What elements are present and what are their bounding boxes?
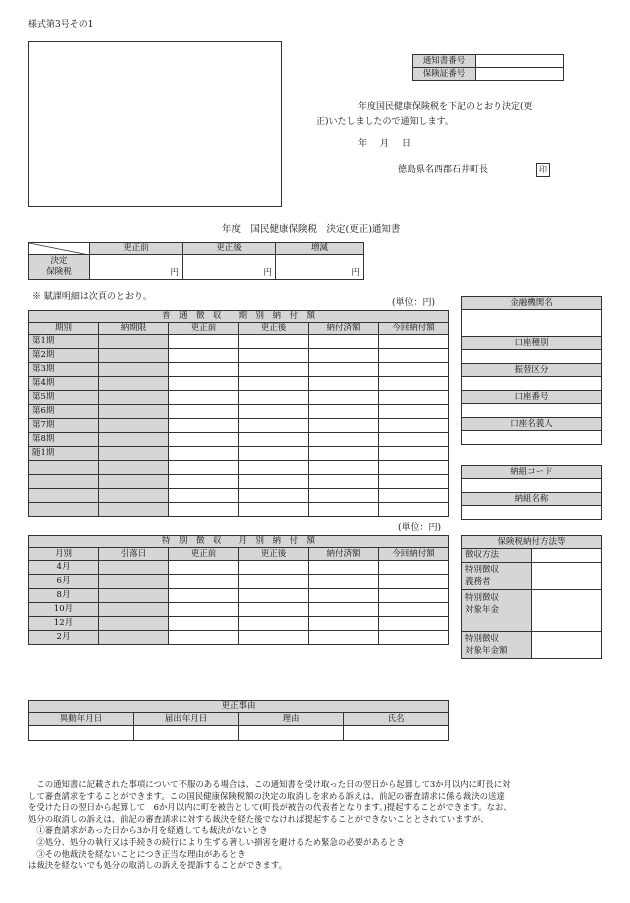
regular-value-cell (169, 363, 239, 377)
special-row (29, 561, 449, 575)
special-value-cell (239, 575, 309, 589)
special-value-cell (169, 617, 239, 631)
regular-period-cell: 第2期 (29, 349, 99, 363)
regular-value-cell (99, 363, 169, 377)
regular-value-cell (379, 433, 449, 447)
regular-value-cell (99, 391, 169, 405)
regular-value-cell (99, 405, 169, 419)
regular-value-cell (239, 489, 309, 503)
regular-value-cell (169, 447, 239, 461)
special-row (29, 617, 449, 631)
summary-table (28, 242, 364, 280)
assessment-note: ※ 賦課明細は次頁のとおり。 (32, 292, 152, 302)
regular-value-cell (379, 419, 449, 433)
regular-col-current: 今回納付額 (379, 323, 449, 335)
regular-value-cell (169, 335, 239, 349)
regular-value-cell (379, 363, 449, 377)
regular-col-period: 期別 (29, 323, 99, 335)
regular-col-due: 納期限 (99, 323, 169, 335)
special-value-cell (99, 589, 169, 603)
collection-method-label: 徴収方法 (462, 549, 532, 563)
special-value-cell (169, 561, 239, 575)
regular-value-cell (309, 405, 379, 419)
special-value-cell (309, 575, 379, 589)
legal-notice (28, 779, 512, 872)
regular-row (29, 335, 449, 349)
legal-line: ②処分、処分の執行又は手続きの続行により生ずる著しい損害を避けるため緊急の必要があるとき (28, 836, 405, 847)
group-name-label: 納組名称 (462, 493, 602, 506)
change-report-date-value (134, 726, 239, 741)
payment-method-title: 保険税納付方法等 (462, 536, 602, 549)
regular-value-cell (99, 503, 169, 517)
special-month-cell: 4月 (29, 561, 99, 575)
notice-date: 年 月 日 (358, 139, 414, 149)
regular-row (29, 461, 449, 475)
bank-account-number-label: 口座番号 (462, 391, 602, 404)
regular-value-cell (239, 461, 309, 475)
regular-value-cell (309, 349, 379, 363)
pension-label (462, 590, 532, 632)
regular-value-cell (239, 447, 309, 461)
summary-diagonal-cell (29, 243, 90, 255)
notice-number-value (476, 55, 564, 68)
obligor-value (532, 563, 602, 590)
regular-row (29, 405, 449, 419)
seal-mark: 印 (536, 163, 550, 177)
notice-number-label: 通知書番号 (413, 55, 476, 68)
regular-value-cell (379, 447, 449, 461)
diagonal-line (29, 243, 89, 255)
regular-value-cell (309, 335, 379, 349)
group-code-value (462, 479, 602, 493)
bank-account-holder-value (462, 431, 602, 445)
special-value-cell (309, 617, 379, 631)
regular-value-cell (379, 377, 449, 391)
regular-row (29, 447, 449, 461)
regular-value-cell (239, 433, 309, 447)
change-col-move-date: 異動年月日 (29, 713, 134, 726)
regular-period-cell (29, 503, 99, 517)
regular-value-cell (99, 475, 169, 489)
regular-value-cell (309, 433, 379, 447)
group-info-table (461, 465, 602, 520)
legal-line: して審査請求をすることができます。この国民健康保険税額の決定の取消しを求める訴えは、前記の審査請求に係る裁決の送達 (28, 790, 505, 801)
regular-value-cell (309, 503, 379, 517)
intro-line-1: 年度国民健康保険税を下記のとおり決定(更 (358, 102, 533, 112)
summary-row-label (29, 255, 90, 280)
regular-period-cell: 第4期 (29, 377, 99, 391)
regular-value-cell (309, 363, 379, 377)
regular-value-cell (379, 405, 449, 419)
issuer-name: 徳島県名西郡石井町長 (398, 165, 489, 175)
special-month-cell: 6月 (29, 575, 99, 589)
regular-period-cell: 第7期 (29, 419, 99, 433)
bank-account-number-value (462, 404, 602, 418)
regular-value-cell (99, 461, 169, 475)
regular-period-cell: 第3期 (29, 363, 99, 377)
special-col-paid: 納付済額 (309, 548, 379, 561)
special-value-cell (99, 617, 169, 631)
summary-row-label-1: 決定 (50, 256, 68, 266)
special-row (29, 631, 449, 645)
regular-col-before: 更正前 (169, 323, 239, 335)
special-row (29, 575, 449, 589)
special-unit-label: (単位：円) (398, 523, 442, 533)
legal-line: ①審査請求があった日から3か月を経過しても裁決がないとき (28, 825, 268, 836)
page-title: 年度 国民健康保険税 決定(更正)通知書 (222, 224, 401, 235)
obligor-label-2: 義務者 (465, 577, 491, 587)
regular-value-cell (239, 503, 309, 517)
special-value-cell (379, 631, 449, 645)
change-col-report-date: 届出年月日 (134, 713, 239, 726)
regular-row (29, 433, 449, 447)
change-move-date-value (29, 726, 134, 741)
special-value-cell (169, 589, 239, 603)
legal-line: 処分の取消しの訴えは、前記の審査請求に対する裁決を経た後でなければ提起することができないこととされていますが、 (28, 813, 489, 824)
pension-amount-label-1: 特別徴収 (465, 634, 500, 644)
regular-value-cell (99, 335, 169, 349)
regular-row (29, 475, 449, 489)
group-name-value (462, 506, 602, 520)
special-value-cell (99, 575, 169, 589)
bank-account-type-value (462, 350, 602, 364)
regular-period-cell: 第8期 (29, 433, 99, 447)
regular-value-cell (169, 405, 239, 419)
special-col-current: 今回納付額 (379, 548, 449, 561)
special-value-cell (239, 631, 309, 645)
special-value-cell (99, 603, 169, 617)
change-col-name: 氏名 (344, 713, 449, 726)
bank-account-type-label: 口座種別 (462, 337, 602, 350)
regular-value-cell (169, 391, 239, 405)
group-code-label: 納組コード (462, 466, 602, 479)
special-value-cell (169, 631, 239, 645)
regular-unit-label: (単位：円) (392, 298, 436, 308)
regular-table-title: 普 通 徴 収 期 別 納 付 額 (29, 311, 449, 323)
regular-period-cell (29, 475, 99, 489)
regular-value-cell (379, 489, 449, 503)
regular-value-cell (309, 475, 379, 489)
bank-transfer-type-value (462, 377, 602, 391)
payment-method-table (461, 535, 602, 659)
special-col-after: 更正後 (239, 548, 309, 561)
summary-col-before: 更正前 (90, 243, 183, 255)
regular-value-cell (169, 419, 239, 433)
change-reason-table (28, 700, 449, 741)
intro-line-2: 正)いたしましたので通知します。 (316, 117, 454, 127)
special-value-cell (169, 575, 239, 589)
summary-after-value: 円 (183, 255, 276, 280)
special-value-cell (379, 617, 449, 631)
regular-value-cell (99, 419, 169, 433)
insurance-card-label: 保険証番号 (413, 68, 476, 81)
insurance-card-value (476, 68, 564, 81)
bank-transfer-type-label: 振替区分 (462, 364, 602, 377)
special-value-cell (309, 589, 379, 603)
bank-institution-label: 金融機関名 (462, 297, 602, 310)
special-header-row (29, 548, 449, 561)
form-number: 様式第3号その1 (28, 20, 94, 30)
change-name-value (344, 726, 449, 741)
special-month-cell: 8月 (29, 589, 99, 603)
summary-col-diff: 増減 (276, 243, 364, 255)
regular-row (29, 363, 449, 377)
pension-value (532, 590, 602, 632)
regular-value-cell (169, 461, 239, 475)
regular-value-cell (239, 419, 309, 433)
regular-value-cell (379, 461, 449, 475)
regular-value-cell (309, 447, 379, 461)
regular-period-cell (29, 461, 99, 475)
summary-row-label-2: 保険税 (46, 267, 72, 277)
special-month-cell: 2月 (29, 631, 99, 645)
regular-value-cell (379, 391, 449, 405)
special-value-cell (239, 603, 309, 617)
regular-value-cell (239, 349, 309, 363)
regular-col-paid: 納付済額 (309, 323, 379, 335)
legal-line: は裁決を経ないでも処分の取消しの訴えを提訴することができます。 (28, 860, 287, 871)
regular-value-cell (169, 377, 239, 391)
regular-value-cell (309, 419, 379, 433)
special-col-before: 更正前 (169, 548, 239, 561)
regular-row (29, 419, 449, 433)
regular-value-cell (239, 475, 309, 489)
regular-value-cell (309, 391, 379, 405)
special-value-cell (169, 603, 239, 617)
special-value-cell (239, 561, 309, 575)
regular-value-cell (309, 377, 379, 391)
special-value-cell (239, 617, 309, 631)
obligor-label (462, 563, 532, 590)
regular-value-cell (99, 433, 169, 447)
summary-diff-value: 円 (276, 255, 364, 280)
legal-line: この通知書に記載された事項について不服のある場合は、この通知書を受け取った日の翌日から起算して3か月以内に町長に対 (28, 779, 511, 789)
notice-id-table (412, 54, 564, 81)
regular-value-cell (309, 489, 379, 503)
regular-value-cell (169, 503, 239, 517)
regular-period-cell (29, 489, 99, 503)
special-value-cell (379, 561, 449, 575)
change-reason-title: 更正事由 (29, 701, 449, 713)
regular-row (29, 377, 449, 391)
regular-value-cell (239, 405, 309, 419)
regular-value-cell (99, 349, 169, 363)
regular-value-cell (169, 349, 239, 363)
regular-value-cell (239, 377, 309, 391)
special-col-debit-day: 引落日 (99, 548, 169, 561)
bank-info-table (461, 296, 602, 445)
special-value-cell (379, 603, 449, 617)
special-payment-table (28, 535, 449, 645)
legal-line: を受けた日の翌日から起算して 6か月以内に町を被告として(町長が被告の代表者となります。)提起することができます。なお、 (28, 802, 512, 813)
bank-institution-value (462, 310, 602, 337)
regular-row (29, 349, 449, 363)
regular-value-cell (99, 377, 169, 391)
regular-row (29, 489, 449, 503)
regular-col-after: 更正後 (239, 323, 309, 335)
change-col-reason: 理由 (239, 713, 344, 726)
special-value-cell (239, 589, 309, 603)
special-value-cell (99, 631, 169, 645)
regular-value-cell (239, 363, 309, 377)
regular-value-cell (379, 349, 449, 363)
regular-value-cell (99, 447, 169, 461)
summary-col-after: 更正後 (183, 243, 276, 255)
obligor-label-1: 特別徴収 (465, 565, 500, 575)
regular-payment-table (28, 310, 449, 517)
regular-period-cell: 第1期 (29, 335, 99, 349)
regular-header-row (29, 323, 449, 335)
regular-value-cell (379, 503, 449, 517)
pension-amount-value (532, 632, 602, 659)
special-value-cell (309, 631, 379, 645)
bank-account-holder-label: 口座名義人 (462, 418, 602, 431)
regular-row (29, 503, 449, 517)
pension-amount-label (462, 632, 532, 659)
regular-value-cell (239, 391, 309, 405)
regular-value-cell (239, 335, 309, 349)
regular-value-cell (379, 335, 449, 349)
regular-row (29, 391, 449, 405)
pension-label-1: 特別徴収 (465, 593, 500, 603)
special-value-cell (309, 561, 379, 575)
special-col-month: 月別 (29, 548, 99, 561)
special-month-cell: 12月 (29, 617, 99, 631)
regular-value-cell (169, 433, 239, 447)
special-value-cell (379, 575, 449, 589)
pension-amount-label-2: 対象年金額 (465, 646, 508, 656)
address-window (28, 41, 282, 207)
special-value-cell (379, 589, 449, 603)
special-row (29, 589, 449, 603)
regular-value-cell (169, 489, 239, 503)
regular-value-cell (169, 475, 239, 489)
collection-method-value (532, 549, 602, 563)
regular-value-cell (309, 461, 379, 475)
special-row (29, 603, 449, 617)
special-value-cell (309, 603, 379, 617)
change-reason-value (239, 726, 344, 741)
legal-line: ③その他裁決を経ないことにつき正当な理由があるとき (28, 848, 246, 859)
regular-value-cell (99, 489, 169, 503)
special-month-cell: 10月 (29, 603, 99, 617)
special-table-title: 特 別 徴 収 月 別 納 付 額 (29, 536, 449, 548)
regular-period-cell: 第6期 (29, 405, 99, 419)
pension-label-2: 対象年金 (465, 605, 500, 615)
regular-value-cell (379, 475, 449, 489)
regular-period-cell: 随1期 (29, 447, 99, 461)
special-value-cell (99, 561, 169, 575)
summary-before-value: 円 (90, 255, 183, 280)
regular-period-cell: 第5期 (29, 391, 99, 405)
